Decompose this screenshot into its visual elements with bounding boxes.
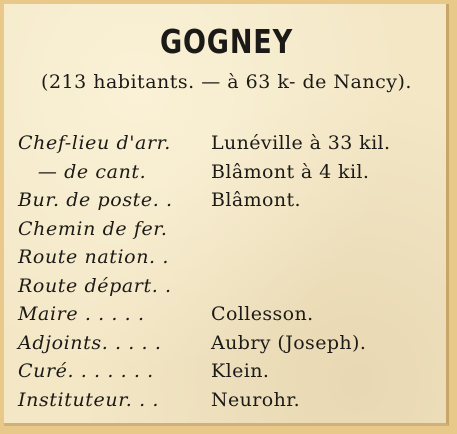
list-item <box>18 218 443 247</box>
entry-label: Route nation. . <box>18 246 169 268</box>
entry-label: Bur. de poste. . <box>18 189 173 211</box>
entry-label: Instituteur. . . <box>18 388 159 411</box>
entry-label: Maire . . . . . <box>18 303 145 325</box>
entry-label: Chef-lieu d'arr. <box>18 132 171 154</box>
entry-label: Chemin de fer. <box>18 217 168 240</box>
entry-label: Curé. . . . . . . <box>18 360 154 382</box>
entry-value: Klein. <box>211 360 270 382</box>
list-item <box>18 161 443 190</box>
entry-label: — de cant. <box>18 160 147 183</box>
list-item <box>18 332 443 361</box>
list-item <box>18 275 443 304</box>
list-item <box>18 132 443 161</box>
list-item <box>18 360 443 389</box>
entry-label: Adjoints. . . . . <box>18 331 162 354</box>
commune-subtitle: (213 habitants. — à 63 k- de Nancy). <box>41 71 412 93</box>
entry-value: Lunéville à 33 kil. <box>211 132 391 154</box>
entry-value: Blâmont à 4 kil. <box>211 160 370 183</box>
list-item <box>18 189 443 218</box>
entry-value: Collesson. <box>211 303 314 325</box>
entry-label: Route départ. . <box>18 274 172 297</box>
commune-title: GOGNEY <box>159 22 294 61</box>
clipping <box>4 4 449 426</box>
entry-value: Blâmont. <box>211 189 301 211</box>
list-item <box>18 303 443 332</box>
entry-value: Neurohr. <box>211 388 301 411</box>
list-item <box>18 389 443 418</box>
info-list <box>18 132 443 417</box>
list-item <box>18 246 443 275</box>
entry-value: Aubry (Joseph). <box>211 331 367 354</box>
